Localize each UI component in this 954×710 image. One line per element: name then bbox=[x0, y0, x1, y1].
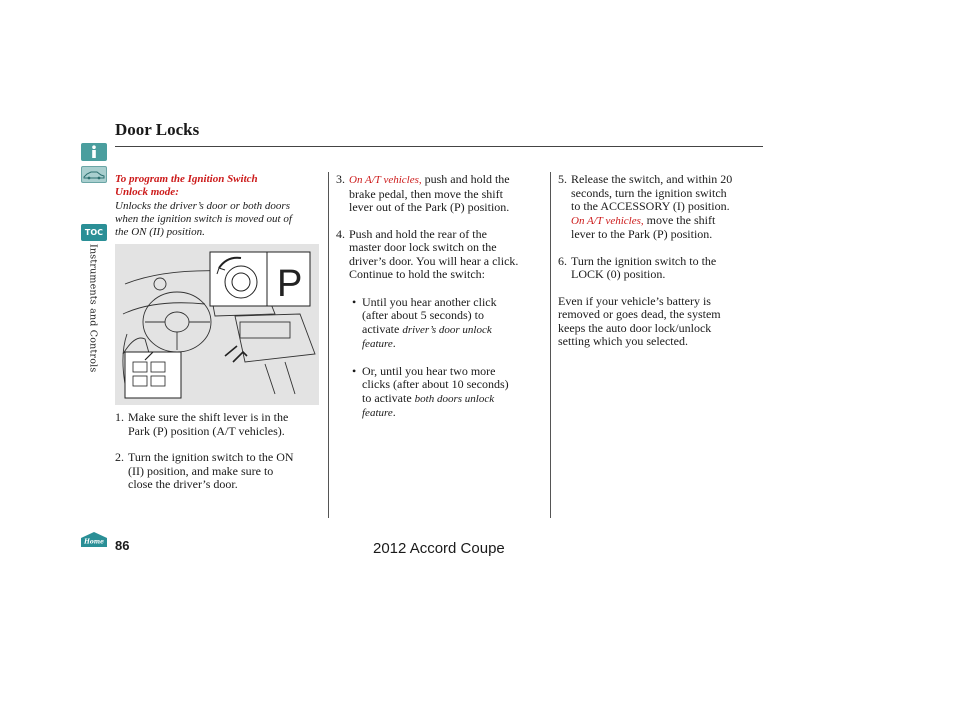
step-text: Park (P) position (A/T vehicles). bbox=[128, 423, 285, 438]
step-text: LOCK (0) position. bbox=[571, 267, 666, 281]
manual-title: 2012 Accord Coupe bbox=[373, 540, 505, 557]
bullet-driver-door: • Until you hear another click (after about 5 seconds) to activate driver’s door unlock feature. bbox=[352, 296, 546, 352]
intro-heading: To program the Ignition Switch bbox=[115, 173, 258, 185]
section-label-text: Instruments and Controls bbox=[87, 244, 99, 373]
step-text bbox=[349, 173, 546, 188]
step-text: (II) position, and make sure to bbox=[128, 463, 274, 478]
bullet-text-part: . bbox=[392, 336, 396, 350]
step-text: Turn the ignition switch to the bbox=[571, 253, 717, 268]
note-text: removed or goes dead, the system bbox=[558, 307, 721, 321]
note-text: Even if your vehicle’s battery is bbox=[558, 293, 711, 308]
feature-name: feature bbox=[362, 407, 393, 419]
bullet-text-part: activate bbox=[362, 321, 403, 336]
intro-text: when the ignition switch is moved out of bbox=[115, 212, 292, 225]
step-text: Continue to hold the switch: bbox=[349, 267, 485, 281]
feature-name: driver’s door unlock bbox=[402, 323, 492, 336]
step-4 bbox=[336, 228, 546, 282]
option-bullets bbox=[352, 296, 546, 421]
note-text: setting which you selected. bbox=[558, 334, 688, 348]
bullet-text: (after about 5 seconds) to bbox=[362, 308, 484, 322]
title-divider bbox=[115, 146, 763, 147]
bullet-text-part: . bbox=[392, 405, 396, 419]
step-text: Push and hold the rear of the bbox=[349, 226, 487, 241]
column-divider bbox=[550, 172, 551, 518]
step-5 bbox=[558, 173, 763, 242]
intro-text: Unlocks the driver’s door or both doors bbox=[115, 199, 290, 212]
step-number: 4. bbox=[336, 226, 345, 241]
section-label bbox=[78, 244, 108, 374]
program-intro bbox=[115, 173, 325, 239]
steps-1-2 bbox=[115, 411, 325, 492]
column-divider bbox=[328, 172, 329, 518]
vehicle-index-nav-button[interactable] bbox=[81, 166, 107, 183]
step-1 bbox=[115, 411, 325, 438]
step-text: master door lock switch on the bbox=[349, 240, 497, 254]
step-text bbox=[571, 214, 763, 229]
intro-heading: Unlock mode: bbox=[115, 186, 179, 199]
bullet-both-doors: • Or, until you hear two more clicks (after about 10 seconds) to activate both doors unlock feature. bbox=[352, 365, 546, 421]
bullet-text: Or, until you hear two more bbox=[362, 363, 496, 378]
step-text: brake pedal, then move the shift bbox=[349, 186, 503, 201]
car-icon bbox=[83, 170, 105, 180]
figure-p-label: P bbox=[277, 263, 303, 305]
steps-5-6 bbox=[558, 173, 763, 349]
page-number: 86 bbox=[115, 538, 130, 553]
step-6 bbox=[558, 255, 763, 282]
at-vehicles-note: On A/T vehicles, bbox=[349, 174, 422, 186]
step-text: Release the switch, and within 20 bbox=[571, 172, 733, 186]
step-number: 6. bbox=[558, 253, 567, 268]
home-icon bbox=[80, 531, 108, 548]
battery-note bbox=[558, 295, 763, 349]
step-text-part: push and hold the bbox=[421, 172, 510, 186]
step-number: 2. bbox=[115, 450, 124, 464]
step-text-part: move the shift bbox=[643, 212, 716, 227]
step-2 bbox=[115, 451, 325, 492]
step-3 bbox=[336, 173, 546, 215]
info-icon bbox=[89, 145, 99, 159]
bullet-text bbox=[362, 406, 546, 421]
home-label: Home bbox=[84, 538, 104, 546]
toc-nav-button[interactable]: TOC bbox=[81, 224, 107, 241]
dashboard-drawing bbox=[115, 244, 319, 405]
at-vehicles-note: On A/T vehicles, bbox=[571, 214, 644, 227]
step-number: 1. bbox=[115, 410, 124, 424]
home-button[interactable] bbox=[80, 531, 108, 552]
step-text: driver’s door. You will hear a click. bbox=[349, 253, 519, 268]
intro-text: the ON (II) position. bbox=[115, 226, 205, 239]
dashboard-illustration bbox=[115, 244, 319, 405]
bullet-text bbox=[362, 392, 546, 407]
feature-name: both doors unlock bbox=[414, 392, 495, 405]
step-text: to the ACCESSORY (I) position. bbox=[571, 199, 730, 213]
steps-3-4 bbox=[336, 173, 546, 421]
bullet-text: Until you hear another click bbox=[362, 294, 497, 309]
step-number: 3. bbox=[336, 172, 345, 186]
bullet-text bbox=[362, 323, 546, 338]
step-text: lever to the Park (P) position. bbox=[571, 227, 713, 241]
bullet-text-part: to activate bbox=[362, 390, 415, 405]
bullet-text bbox=[362, 337, 546, 352]
step-text: seconds, turn the ignition switch bbox=[571, 185, 727, 200]
step-text: lever out of the Park (P) position. bbox=[349, 200, 510, 214]
step-number: 5. bbox=[558, 172, 567, 186]
step-text: Make sure the shift lever is in the bbox=[128, 410, 289, 424]
step-text: Turn the ignition switch to the ON bbox=[128, 450, 294, 464]
info-nav-button[interactable] bbox=[81, 143, 107, 161]
note-text: keeps the auto door lock/unlock bbox=[558, 320, 712, 335]
step-text: close the driver’s door. bbox=[128, 477, 238, 491]
page-title: Door Locks bbox=[115, 120, 200, 139]
bullet-text: clicks (after about 10 seconds) bbox=[362, 377, 509, 391]
feature-name: feature bbox=[362, 338, 393, 350]
